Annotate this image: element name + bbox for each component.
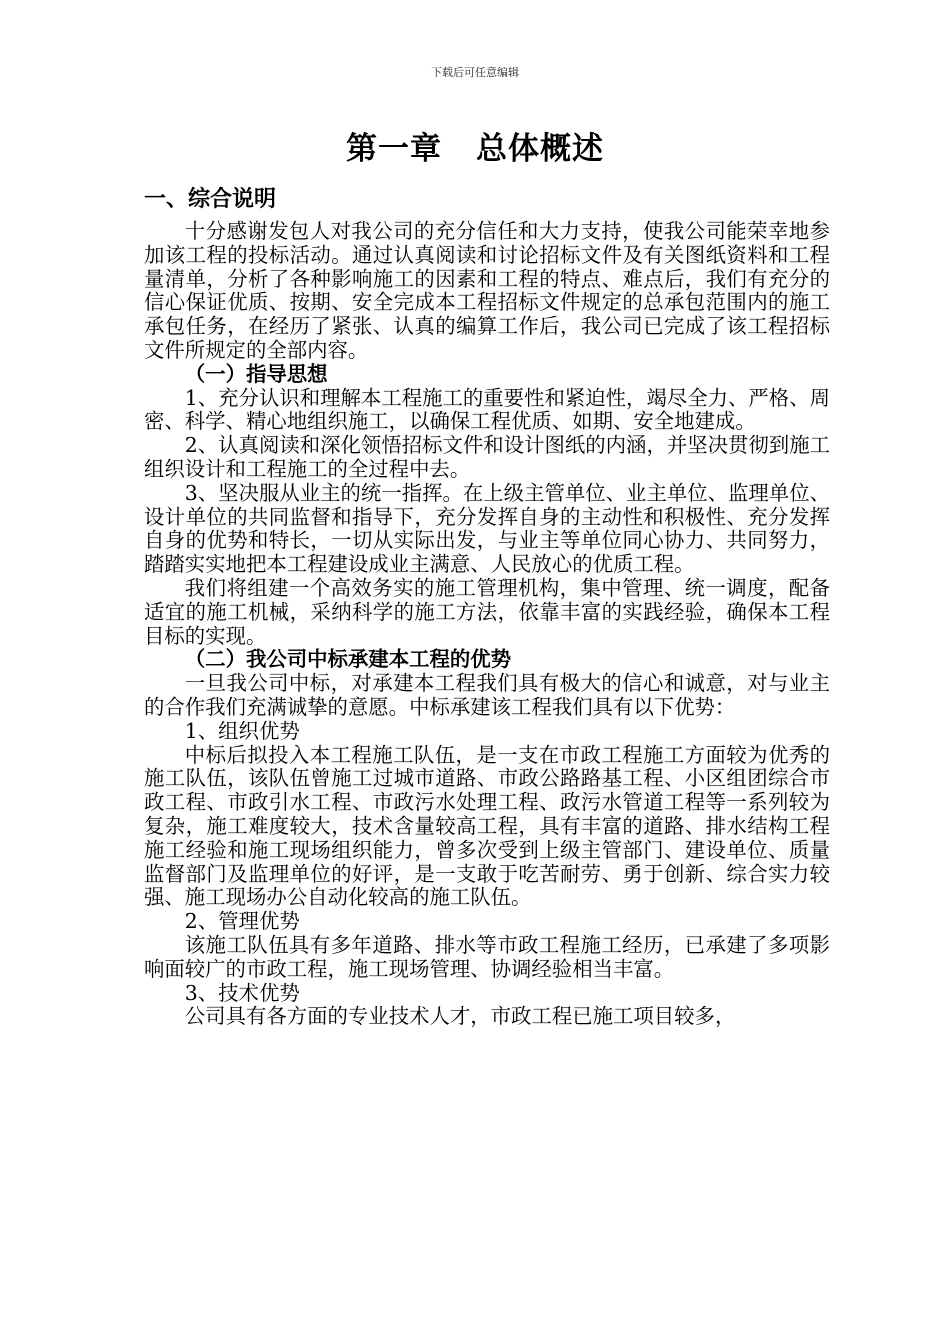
advantage-title-technology: 3、技术优势 xyxy=(184,980,300,1005)
section-heading: 一、综合说明 xyxy=(144,187,277,212)
chapter-name: 总体概述 xyxy=(476,131,604,167)
advantage-title-management: 2、管理优势 xyxy=(184,909,300,934)
guiding-heading: （一）指导思想 xyxy=(184,361,328,386)
advantages-intro: 一旦我公司中标，对承建本工程我们具有极大的信心和诚意，对与业主的合作我们充满诚挚的意愿。中标承建该工程我们具有以下优势： xyxy=(144,671,830,719)
advantage-title-organization: 1、组织优势 xyxy=(184,718,300,743)
advantages-heading: （二）我公司中标承建本工程的优势 xyxy=(184,647,512,672)
intro-paragraph: 十分感谢发包人对我公司的充分信任和大力支持，使我公司能荣幸地参加该工程的投标活动。通过认真阅读和讨论招标文件及有关图纸资料和工程量清单，分析了各种影响施工的因素和工程的特点、难点后，我们有充分的信心保证优质、按期、安全完成本工程招标文件规定的总承包范围内的施工承包任务，在经历了紧张、认真的编算工作后，我公司已完成了该工程招标文件所规定的全部内容。 xyxy=(144,219,830,362)
guiding-paragraph-4: 我们将组建一个高效务实的施工管理机构，集中管理、统一调度，配备适宜的施工机械，采纳科学的施工方法，依靠丰富的实践经验，确保本工程目标的实现。 xyxy=(144,575,830,648)
advantage-text-technology: 公司具有各方面的专业技术人才，市政工程已施工项目较多， xyxy=(184,1004,736,1029)
guiding-paragraph-1: 1、充分认识和理解本工程施工的重要性和紧迫性，竭尽全力、严格、周密、科学、精心地组织施工，以确保工程优质、如期、安全地建成。 xyxy=(144,385,830,434)
advantage-text-organization: 中标后拟投入本工程施工队伍，是一支在市政工程施工方面较为优秀的施工队伍，该队伍曾施工过城市道路、市政公路路基工程、小区组团综合市政工程、市政引水工程、市政污水处理工程、政污水管道工程等一系列较为复杂，施工难度较大，技术含量较高工程，具有丰富的道路、排水结构工程施工经验和施工现场组织能力，曾多次受到上级主管部门、建设单位、质量监督部门及监理单位的好评，是一支敢于吃苦耐劳、勇于创新、综合实力较强、施工现场办公自动化较高的施工队伍。 xyxy=(144,742,830,910)
chapter-number: 第一章 xyxy=(346,131,442,167)
guiding-paragraph-3: 3、坚决服从业主的统一指挥。在上级主管单位、业主单位、监理单位、设计单位的共同监督和指导下，充分发挥自身的主动性和积极性、充分发挥自身的优势和特长，一切从实际出发，与业主等单位同心协力、共同努力，踏踏实实地把本工程建设成业主满意、人民放心的优质工程。 xyxy=(144,480,830,577)
watermark-header: 下载后可任意编辑 xyxy=(431,66,519,79)
document-body xyxy=(144,184,830,1029)
chapter-title xyxy=(0,129,950,169)
advantage-text-management: 该施工队伍具有多年道路、排水等市政工程施工经历，已承建了多项影响面较广的市政工程，施工现场管理、协调经验相当丰富。 xyxy=(144,932,830,981)
guiding-paragraph-2: 2、认真阅读和深化领悟招标文件和设计图纸的内涵，并坚决贯彻到施工组织设计和工程施工的全过程中去。 xyxy=(144,433,830,481)
